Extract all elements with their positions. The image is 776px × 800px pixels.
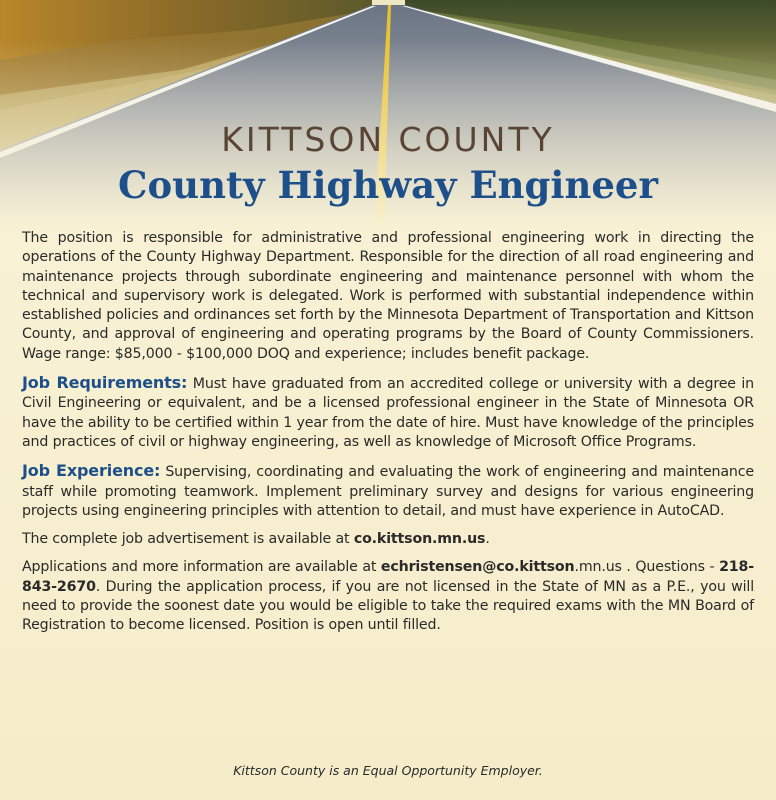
applications-paragraph: [22, 558, 754, 635]
experience-label: Job Experience:: [22, 461, 161, 481]
email-rest: .mn.us: [574, 559, 622, 576]
advert-text: The complete job advertisement is available at: [22, 531, 354, 548]
advert-end: .: [485, 531, 490, 548]
requirements-paragraph: [22, 373, 754, 452]
applications-text-1: Applications and more information are available at: [22, 559, 381, 576]
county-name: KITTSON COUNTY: [221, 120, 555, 159]
requirements-text: Must have graduated from an accredited college or university with a degree in Civil Engineering or equivalent, and be a licensed professional engineer in the State of Minnesota OR have the ability to be certified within 1 year from the date of hire. Must have knowledge of the principles and practices of civil or highway engineering, as well as knowledge of Microsoft Office Programs.: [22, 376, 754, 450]
experience-paragraph: [22, 461, 754, 521]
job-title: County Highway Engineer: [118, 163, 658, 207]
requirements-label: Job Requirements:: [22, 373, 188, 393]
advert-paragraph: [22, 530, 754, 549]
applications-text-3: . During the application process, if you are not licensed in the State of MN as a P.E., you will need to provide the soonest date you would be eligible to take the required exams with the MN Board of Registration to become licensed. Position is open until filled.: [22, 578, 754, 634]
website-link[interactable]: co.kittson.mn.us: [353, 531, 486, 548]
applications-text-2: . Questions -: [621, 559, 720, 576]
job-description: [22, 229, 754, 645]
equal-opportunity-notice: Kittson County is an Equal Opportunity Employer.: [233, 763, 543, 778]
phone-number[interactable]: 218-843-2670: [22, 559, 754, 595]
masthead: [0, 120, 776, 208]
email-bold: echristensen@co.kittson: [380, 559, 575, 576]
intro-paragraph: The position is responsible for administrative and professional engineering work in directing the operations of the County Highway Department. Responsible for the direction of all road engineering and maintenance projects through subordinate engineering and maintenance personnel with whom the technical and supervisory work is delegated. Work is performed with substantial independence within established policies and ordinances set forth by the Minnesota Department of Transportation and Kittson County, and approval of engineering and operating programs by the Board of County Commissioners. Wage range: $85,000 - $100,000 DOQ and experience; includes benefit package.: [22, 230, 754, 362]
email-link[interactable]: [381, 559, 622, 575]
experience-text: Supervising, coordinating and evaluating the work of engineering and maintenance staff while promoting teamwork. Implement preliminary survey and designs for various engineering projects using engineering principles with attention to detail, and must have experience in AutoCAD.: [22, 464, 754, 519]
